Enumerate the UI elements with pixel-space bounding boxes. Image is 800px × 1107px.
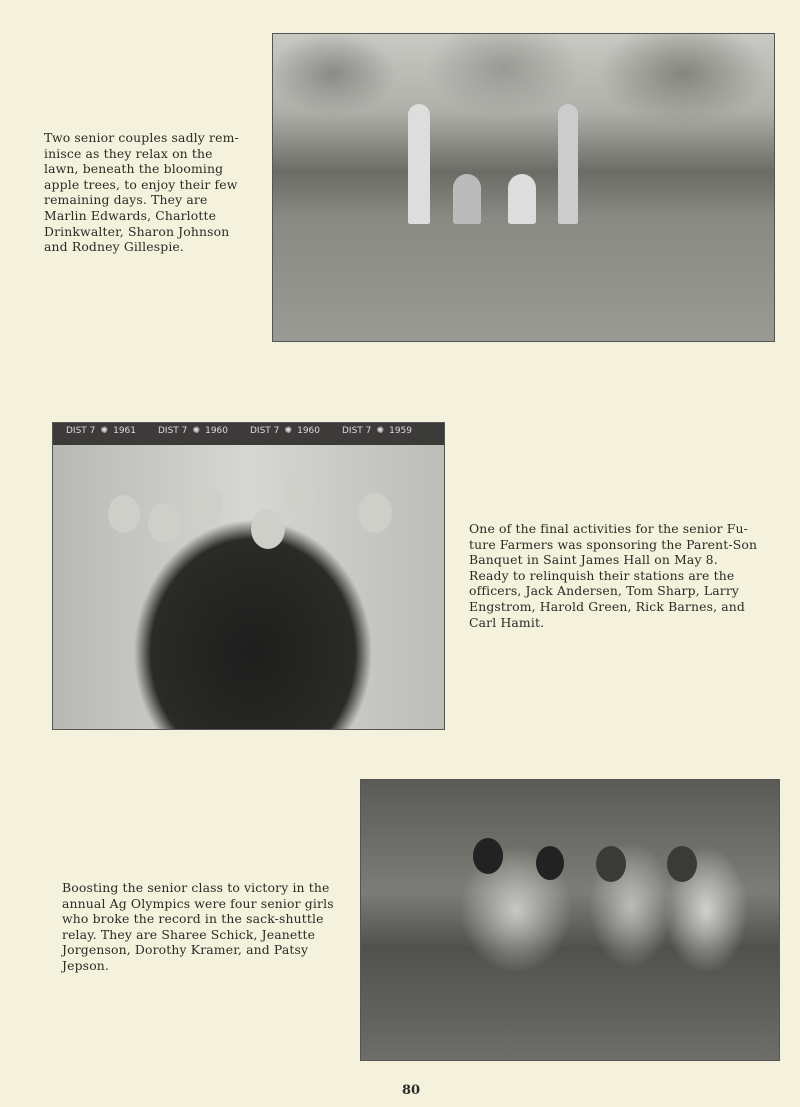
photo-couples-under-apple-trees: [272, 33, 775, 342]
caption-line: remaining days. They are: [44, 192, 208, 208]
person-figure: [558, 104, 578, 224]
emblem-icon: ✺: [284, 426, 293, 436]
page-number: 80: [402, 1083, 421, 1098]
person-head: [667, 846, 697, 882]
banner: [150, 423, 236, 439]
caption-line: annual Ag Olympics were four senior girls: [62, 895, 334, 911]
caption-line: inisce as they relax on the: [44, 145, 213, 161]
person-head: [358, 493, 392, 533]
caption-line: who broke the record in the sack-shuttle: [62, 911, 324, 927]
person-head: [473, 838, 503, 874]
caption-line: and Rodney Gillespie.: [44, 239, 185, 255]
banner-label: DIST 7: [66, 426, 96, 436]
emblem-icon: ✺: [192, 426, 201, 436]
banner: [58, 423, 144, 439]
person-figure: [453, 174, 481, 224]
caption-line: ture Farmers was sponsoring the Parent-Son: [469, 536, 758, 552]
person-head: [285, 475, 317, 513]
banner-year: 1960: [205, 426, 228, 436]
person-figure: [508, 174, 536, 224]
banner: [334, 423, 420, 439]
banner-year: 1960: [297, 426, 320, 436]
caption-line: Carl Hamit.: [469, 614, 545, 630]
caption-line: Marlin Edwards, Charlotte: [44, 207, 217, 223]
person-head: [191, 487, 223, 525]
caption-line: Jepson.: [62, 957, 110, 973]
caption-line: Engstrom, Harold Green, Rick Barnes, and: [469, 598, 745, 614]
caption-line: Boosting the senior class to victory in the: [62, 880, 330, 895]
emblem-icon: ✺: [100, 426, 109, 436]
caption-bottom: [62, 880, 334, 974]
banner-label: DIST 7: [342, 426, 372, 436]
person-head: [148, 503, 182, 543]
caption-line: Banquet in Saint James Hall on May 8.: [469, 552, 718, 568]
photo-ffa-officers: [52, 422, 445, 730]
caption-line: Drinkwalter, Sharon Johnson: [44, 223, 230, 239]
person-head: [536, 846, 564, 880]
caption-line: apple trees, to enjoy their few: [44, 176, 238, 192]
banner-year: 1959: [389, 426, 412, 436]
person-head: [596, 846, 626, 882]
banner-year: 1961: [113, 426, 136, 436]
person-head: [108, 495, 140, 533]
caption-top: [44, 130, 239, 255]
banner-label: DIST 7: [250, 426, 280, 436]
person-head: [251, 509, 285, 549]
caption-line: Ready to relinquish their stations are the: [469, 567, 735, 583]
caption-middle: [469, 521, 757, 630]
caption-line: Two senior couples sadly rem-: [44, 130, 239, 145]
photo-ag-olympics-girls: [360, 779, 780, 1061]
emblem-icon: ✺: [376, 426, 385, 436]
caption-line: One of the final activities for the senior Fu-: [469, 521, 749, 536]
caption-line: Jorgenson, Dorothy Kramer, and Patsy: [62, 942, 309, 958]
caption-line: officers, Jack Andersen, Tom Sharp, Larry: [469, 583, 740, 599]
caption-line: relay. They are Sharee Schick, Jeanette: [62, 926, 316, 942]
banner-label: DIST 7: [158, 426, 188, 436]
award-banners: [58, 423, 420, 439]
person-figure: [408, 104, 430, 224]
banner: [242, 423, 328, 439]
caption-line: lawn, beneath the blooming: [44, 161, 224, 177]
